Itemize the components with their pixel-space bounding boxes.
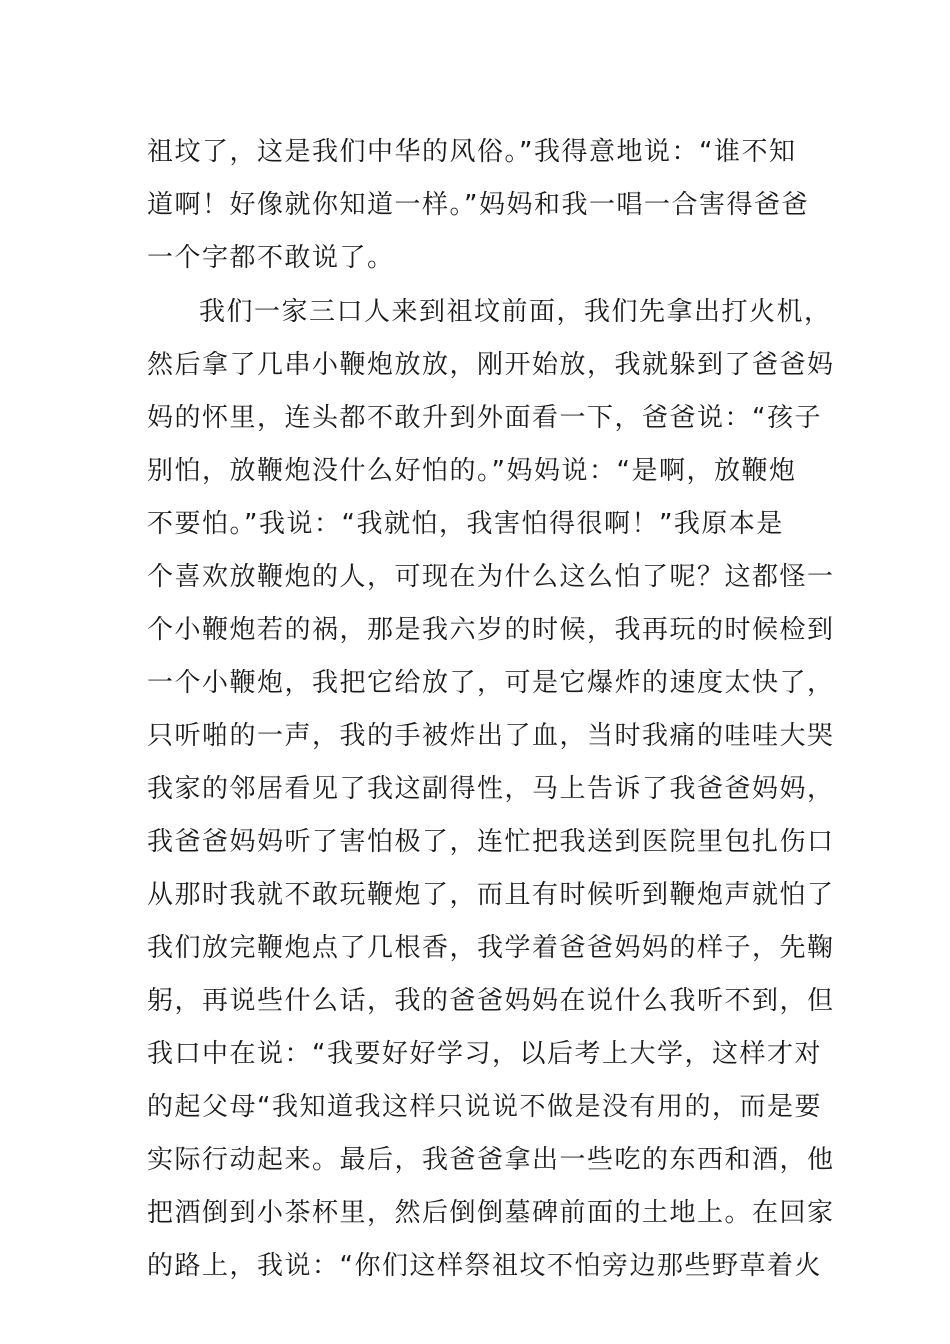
text-line: 祖坟了，这是我们中华的风俗。”我得意地说：“谁不知 [147,137,797,167]
text-line: 别怕，放鞭炮没什么好怕的。”妈妈说：“是啊，放鞭炮 [147,456,797,486]
text-line: 从那时我就不敢玩鞭炮了，而且有时候听到鞭炮声就怕了 [147,880,835,910]
paragraph-2 [147,286,835,1293]
text-line: 我们放完鞭炮点了几根香，我学着爸爸妈妈的样子，先鞠 [147,933,835,963]
text-line: 道啊！好像就你知道一样。”妈妈和我一唱一合害得爸爸 [147,190,809,220]
text-line: 我家的邻居看见了我这副得性，马上告诉了我爸爸妈妈， [147,774,835,804]
text-line: 妈的怀里，连头都不敢升到外面看一下，爸爸说：“孩子 [147,403,822,433]
paragraph-1 [147,126,807,285]
text-line: 一个小鞭炮，我把它给放了，可是它爆炸的速度太快了， [147,668,835,698]
text-line: 的起父母“我知道我这样只说说不做是没有用的，而是要 [147,1092,822,1122]
text-line: 实际行动起来。最后，我爸爸拿出一些吃的东西和酒，他 [147,1145,835,1175]
text-line: 我口中在说：“我要好好学习，以后考上大学，这样才对 [147,1039,822,1069]
text-line: 的路上，我说：“你们这样祭祖坟不怕旁边那些野草着火 [147,1251,822,1281]
text-line: 只听啪的一声，我的手被炸出了血，当时我痛的哇哇大哭 [147,721,835,751]
text-line: 不要怕。”我说：“我就怕，我害怕得很啊！”我原本是 [147,509,784,539]
text-line: 我们一家三口人来到祖坟前面，我们先拿出打火机， [199,297,832,327]
text-line: 躬，再说些什么话，我的爸爸妈妈在说什么我听不到，但 [147,986,835,1016]
text-line: 一个字都不敢说了。 [147,243,395,273]
text-line: 个喜欢放鞭炮的人，可现在为什么这么怕了呢？这都怪一 [147,562,835,592]
text-line: 个小鞭炮若的祸，那是我六岁的时候，我再玩的时候检到 [147,615,835,645]
text-line: 我爸爸妈妈听了害怕极了，连忙把我送到医院里包扎伤口 [147,827,835,857]
text-line: 把酒倒到小茶杯里，然后倒倒墓碑前面的土地上。在回家 [147,1198,835,1228]
text-line: 然后拿了几串小鞭炮放放，刚开始放，我就躲到了爸爸妈 [147,350,835,380]
